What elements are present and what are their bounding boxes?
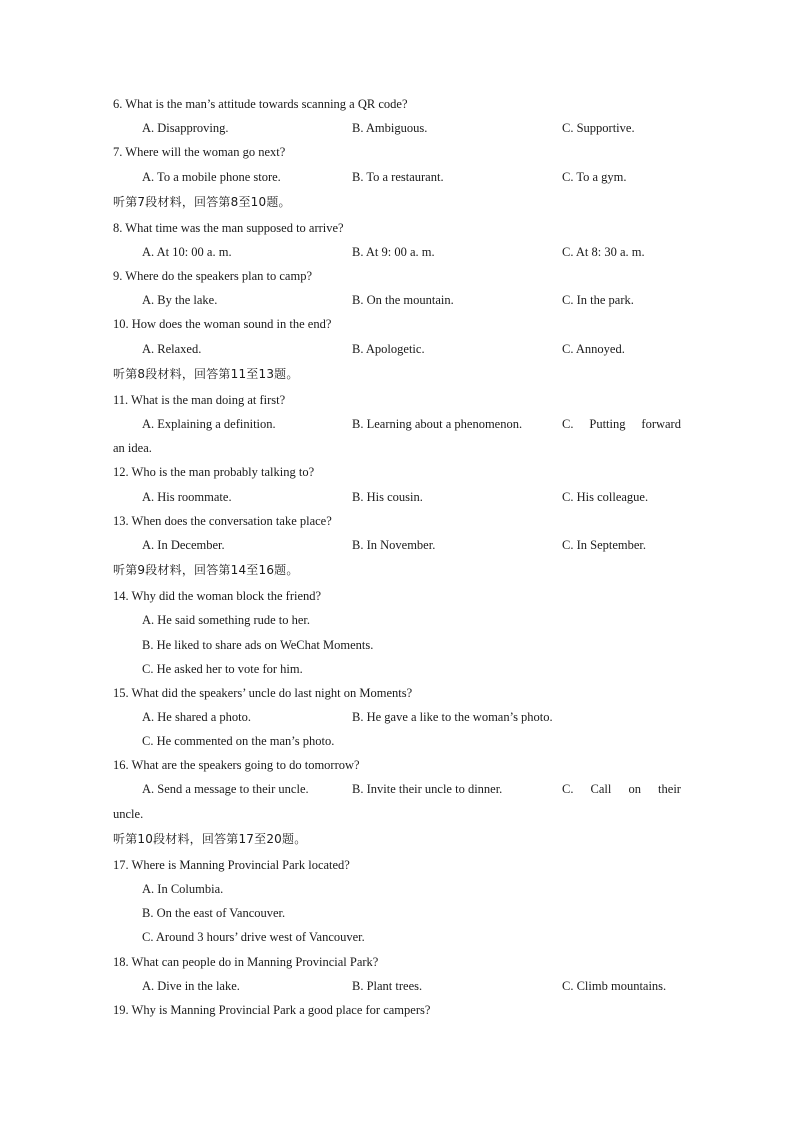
q9-option-b: B. On the mountain. (352, 293, 454, 307)
q6-option-a: A. Disapproving. (142, 121, 229, 135)
q8-option-a: A. At 10: 00 a. m. (142, 245, 232, 259)
q7-option-c: C. To a gym. (562, 170, 627, 184)
q11-option-a: A. Explaining a definition. (142, 417, 276, 431)
question-16-stem: 16. What are the speakers going to do tomorrow? (113, 758, 360, 772)
q16-option-c-letter: C. (562, 782, 574, 796)
q15-option-b: B. He gave a like to the woman’s photo. (352, 710, 553, 724)
question-13-stem: 13. When does the conversation take place? (113, 514, 332, 528)
question-10-stem: 10. How does the woman sound in the end? (113, 317, 332, 331)
q9-option-a: A. By the lake. (142, 293, 218, 307)
q11-option-c-word-2: forward (641, 417, 681, 431)
question-7-options (0, 168, 794, 186)
question-17-stem: 17. Where is Manning Provincial Park located? (113, 858, 350, 872)
q7-option-a: A. To a mobile phone store. (142, 170, 281, 184)
q18-option-a: A. Dive in the lake. (142, 979, 240, 993)
question-15-options (0, 708, 794, 726)
q16-option-c-word-3: their (658, 782, 681, 796)
question-19-stem: 19. Why is Manning Provincial Park a good place for campers? (113, 1003, 431, 1017)
question-9-stem: 9. Where do the speakers plan to camp? (113, 269, 312, 283)
question-16-options (0, 780, 794, 798)
q8-option-c: C. At 8: 30 a. m. (562, 245, 645, 259)
question-13-options (0, 536, 794, 554)
q12-option-c: C. His colleague. (562, 490, 649, 504)
q16-option-c (562, 780, 681, 798)
question-18-stem: 18. What can people do in Manning Provincial Park? (113, 955, 379, 969)
q16-option-a: A. Send a message to their uncle. (142, 782, 309, 796)
section-10-heading: 听第10段材料，回答第17至20题。 (113, 832, 307, 846)
q6-option-c: C. Supportive. (562, 121, 635, 135)
question-12-options (0, 488, 794, 506)
question-15-stem: 15. What did the speakers’ uncle do last night on Moments? (113, 686, 413, 700)
q10-option-c: C. Annoyed. (562, 342, 625, 356)
q17-option-c: C. Around 3 hours’ drive west of Vancouver. (142, 930, 365, 944)
q15-option-a: A. He shared a photo. (142, 710, 251, 724)
question-11-options (0, 415, 794, 433)
q10-option-a: A. Relaxed. (142, 342, 202, 356)
q11-option-c-letter: C. (562, 417, 574, 431)
question-9-options (0, 291, 794, 309)
question-11-stem: 11. What is the man doing at first? (113, 393, 286, 407)
section-8-heading: 听第8段材料，回答第11至13题。 (113, 367, 299, 381)
q17-option-a: A. In Columbia. (142, 882, 224, 896)
section-9-heading: 听第9段材料，回答第14至16题。 (113, 563, 299, 577)
question-18-options (0, 977, 794, 995)
question-14-stem: 14. Why did the woman block the friend? (113, 589, 322, 603)
q12-option-a: A. His roommate. (142, 490, 232, 504)
q12-option-b: B. His cousin. (352, 490, 423, 504)
q11-option-b: B. Learning about a phenomenon. (352, 417, 523, 431)
section-7-heading: 听第7段材料，回答第8至10题。 (113, 195, 291, 209)
q16-option-c-word-2: on (628, 782, 641, 796)
question-12-stem: 12. Who is the man probably talking to? (113, 465, 315, 479)
q13-option-c: C. In September. (562, 538, 647, 552)
q17-option-b: B. On the east of Vancouver. (142, 906, 286, 920)
q10-option-b: B. Apologetic. (352, 342, 425, 356)
q14-option-b: B. He liked to share ads on WeChat Moments. (142, 638, 374, 652)
question-8-options (0, 243, 794, 261)
q14-option-c: C. He asked her to vote for him. (142, 662, 303, 676)
question-6-options (0, 119, 794, 137)
q13-option-a: A. In December. (142, 538, 225, 552)
q16-option-c-continuation: uncle. (113, 807, 144, 821)
q11-option-c (562, 415, 681, 433)
question-7-stem: 7. Where will the woman go next? (113, 145, 286, 159)
question-10-options (0, 340, 794, 358)
q14-option-a: A. He said something rude to her. (142, 613, 311, 627)
q11-option-c-continuation: an idea. (113, 441, 152, 455)
q7-option-b: B. To a restaurant. (352, 170, 444, 184)
q16-option-b: B. Invite their uncle to dinner. (352, 782, 503, 796)
q11-option-c-word-1: Putting (589, 417, 626, 431)
q13-option-b: B. In November. (352, 538, 436, 552)
q16-option-c-word-1: Call (590, 782, 612, 796)
question-6-stem: 6. What is the man’s attitude towards scanning a QR code? (113, 97, 408, 111)
q8-option-b: B. At 9: 00 a. m. (352, 245, 435, 259)
q6-option-b: B. Ambiguous. (352, 121, 428, 135)
q18-option-c: C. Climb mountains. (562, 979, 667, 993)
q15-option-c: C. He commented on the man’s photo. (142, 734, 335, 748)
q9-option-c: C. In the park. (562, 293, 634, 307)
q18-option-b: B. Plant trees. (352, 979, 423, 993)
question-8-stem: 8. What time was the man supposed to arrive? (113, 221, 344, 235)
